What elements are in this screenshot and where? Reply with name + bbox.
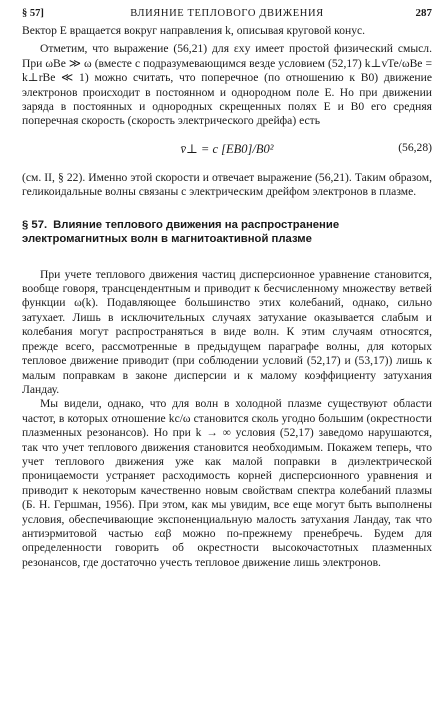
paragraph-conclusion: (см. II, § 22). Именно этой скорости и отвечает выражение (56,21). Таким образом, геликоидальные волны связаны с электрическим дрейфом электронов в плазме.: [22, 170, 432, 199]
paragraph-thermal-motion: При учете теплового движения частиц дисперсионное уравнение становится, вообще говоря, трансцендентным и приводит к бесчисленному множеству ветвей функции ω(k). Подавляющее большинство этих колебаний, однако, сильно затухает. Лишь в исключительных случаях затухание оказывается слабым и колебания могут распространяться в виде волн. К этим случаям относятся, прежде всего, рассмотренные в предыдущем параграфе волны, для которых тепловое движение приводит (при соблюдении условий (52,17) и (53,17)) лишь к малым поправкам в законе дисперсии и к малому коэффициенту затухания Ландау.: [22, 267, 432, 396]
running-head: [22, 6, 432, 24]
formula-expression: v̄⊥ = c [EB0]/B0²: [180, 141, 274, 156]
paragraph-drift: Отметим, что выражение (56,21) для εxy имеет простой физический смысл. При ωBe ≫ ω (вместе с подразумевающимся везде условием (52,17) k⊥vTe/ωBe = k⊥rBe ≪ 1) можно считать, что поперечное (по отношению к B0) движение электронов происходит в постоянном и однородном поле E. Но при движении заряда в постоянных и однородных скрещенных полях E и B0 его средняя поперечная скорость (скорость электрического дрейфа) есть: [22, 42, 432, 128]
page-number: 287: [415, 7, 432, 19]
section-title: Влияние теплового движения на распространение электромагнитных волн в магнитоактивной плазме: [22, 218, 340, 245]
paragraph-resonances: Мы видели, однако, что для волн в холодной плазме существуют области частот, в которых отношение kc/ω становится сколь угодно большим (окрестности плазменных резонансов). Но при k → ∞ условия (52,17) заведомо нарушаются, так что учет теплового движения становится необходимым. Покажем теперь, что учет теплового движения уже как малой поправки в диэлектрической проницаемости устраняет расходимость корней дисперсионного уравнения и приводит к некоторым качественно новым свойствам спектра колебаний плазмы (Б. Н. Гершман, 1956). При этом, как мы увидим, все еще могут быть выполнены условия, обеспечивающие экспоненциальную малость затухания Ландау, так что антиэрмитовой частью εαβ можно по-прежнему пренебречь. Будем для определенности говорить об окрестности высокочастотных плазменных резонансов, где достаточно учесть тепловое движение лишь электронов.: [22, 397, 432, 569]
intro-line: Вектор E вращается вокруг направления k, описывая круговой конус.: [22, 24, 366, 37]
formula-number: (56,28): [398, 140, 432, 154]
book-page: [22, 6, 432, 570]
section-heading: [22, 218, 432, 246]
section-reference: § 57]: [22, 8, 44, 19]
formula-56-28: [22, 133, 432, 165]
section-number: § 57.: [22, 218, 48, 231]
running-head-title: ВЛИЯНИЕ ТЕПЛОВОГО ДВИЖЕНИЯ: [130, 8, 324, 19]
